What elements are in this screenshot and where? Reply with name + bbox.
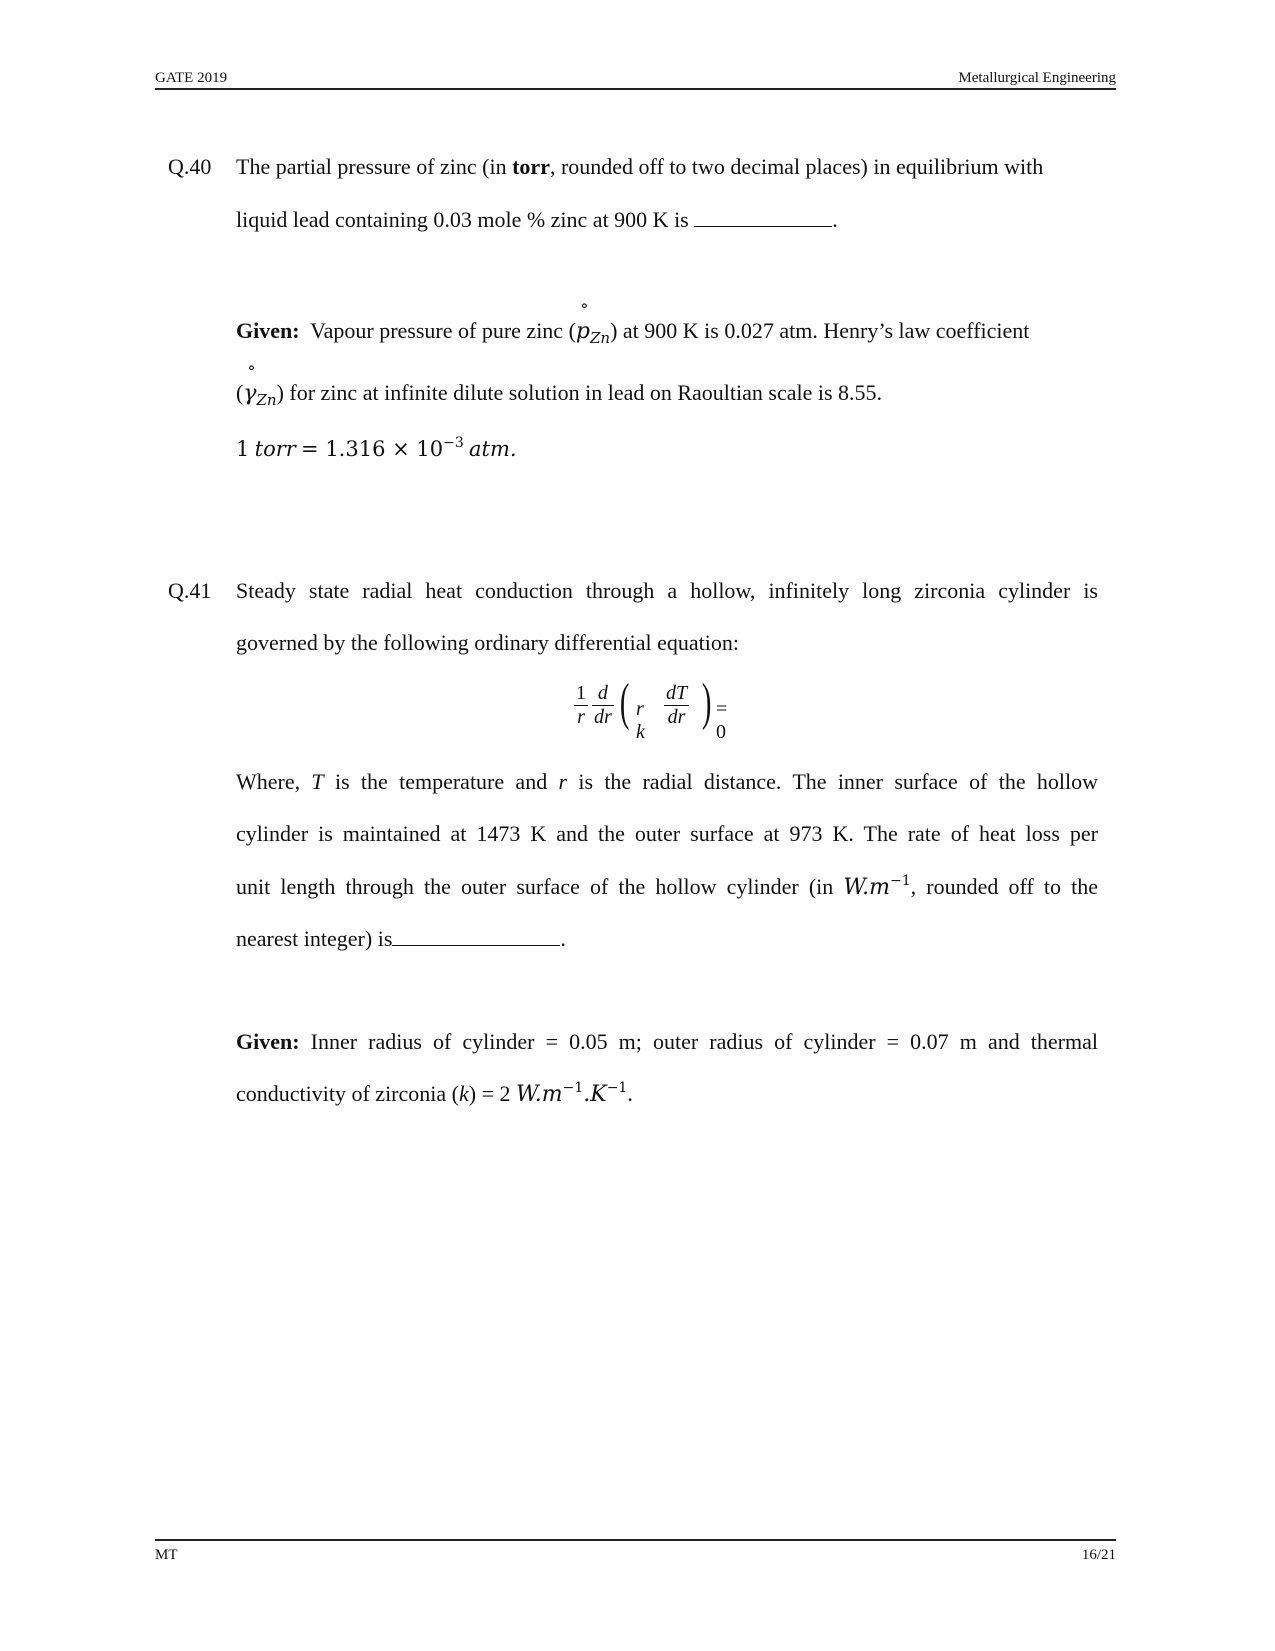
q40-given-line1: Given: Vapour pressure of pure zinc (˚ $p_{Zn}$) at 900 K is 0.027 atm. Henry’s law coefficient <box>236 318 1029 344</box>
header-right: Metallurgical Engineering <box>958 70 1116 86</box>
q41-line3: Where, T is the temperature and r is the radial distance. The inner surface of the hollow <box>236 769 1099 794</box>
eq-left-paren: ( <box>619 674 630 731</box>
header-rule <box>155 88 1116 90</box>
eq-frac-d-over-dr: $\frac{d}{dr}$ <box>594 682 612 728</box>
eq-right-paren: ) <box>701 674 712 731</box>
q41-line1: Steady state radial heat conduction through a hollow, infinitely long zirconia cylinder is <box>236 578 1098 603</box>
q40-line2: liquid lead containing 0.03 mole % zinc at 900 K is . <box>236 207 838 232</box>
answer-blank[interactable] <box>694 208 832 227</box>
q40-given-line3: 1 torr = $1.316 \times 10^{-3}$ atm. <box>236 435 517 461</box>
eq-frac-dT-over-dr: $\frac{dT}{dr}$ <box>666 682 688 728</box>
answer-blank[interactable] <box>392 927 560 946</box>
q40-number: Q.40 <box>168 154 212 179</box>
q40-given-line2: (˚ $\gamma_{Zn}$) for zinc at infinite dilute solution in lead on Raoultian scale is 8.55. <box>236 380 882 406</box>
footer-left: MT <box>155 1547 178 1563</box>
q41-given-line2: conductivity of zirconia (k) = 2 $W.m^{-1}.K^{-1}$. <box>236 1080 633 1107</box>
q41-given-line1: Given: Inner radius of cylinder = 0.05 m; outer radius of cylinder = 0.07 m and thermal <box>236 1029 1099 1054</box>
q41-number: Q.41 <box>168 578 212 603</box>
footer-page-number: 16/21 <box>1081 1547 1116 1563</box>
eq-equals-zero: = 0 <box>716 698 728 743</box>
eq-frac-1-over-r: $\frac{1}{r}$ <box>576 682 586 728</box>
q41-line4: cylinder is maintained at 1473 K and the outer surface at 973 K. The rate of heat loss per <box>236 821 1098 846</box>
eq-rk: r k <box>636 698 645 743</box>
q41-line2: governed by the following ordinary differential equation: <box>236 630 740 655</box>
q41-line6: nearest integer) is . <box>236 926 566 951</box>
footer-rule <box>155 1539 1116 1541</box>
header-left: GATE 2019 <box>155 70 228 86</box>
q40-line1: The partial pressure of zinc (in torr, rounded off to two decimal places) in equilibrium with <box>236 154 1044 179</box>
q41-line5: unit length through the outer surface of the hollow cylinder (in $W.m^{-1}$, rounded off to the <box>236 873 1098 900</box>
